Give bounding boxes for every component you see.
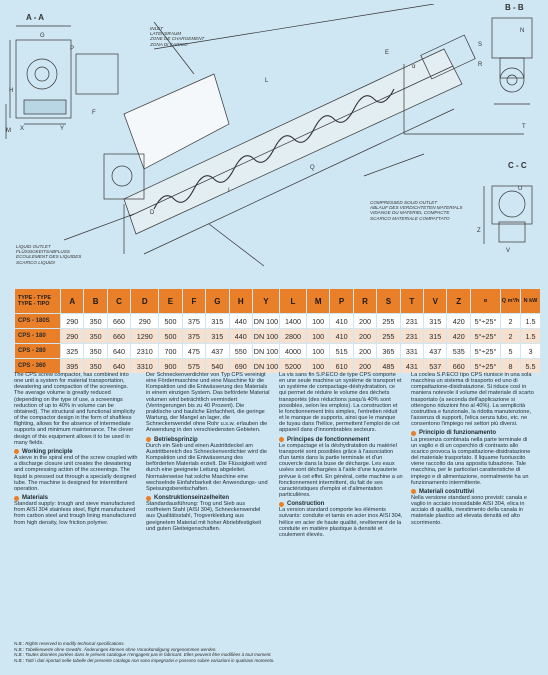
table-cell: 325 <box>61 344 84 359</box>
col-header: V <box>424 289 447 314</box>
table-cell: 700 <box>159 344 182 359</box>
disclaimer-line: N.B.: Toutes données portées dans le présent catalogue n'engagent pas le fabricant. Elles peuvent être modifiées à tout moment. <box>14 652 272 657</box>
bullet-dot-icon <box>279 437 284 442</box>
table-cell: 255 <box>377 314 400 329</box>
section-text: Durch ein Sieb und einen Austrittdeckel am Austrittbereich des Schneckenverdichter wird die Kompaktion und die Entwässerung des beförderten Materials erzielt. Die Flüssigkeit wird durch eine geeignete Leitung abgeleitet. Normalerweise hat solche Maschine eine wechselnde Einfahrbarkeit der Anwendungs- und Speisungsbereitschaften. <box>146 442 268 492</box>
table-cell: 315 <box>206 314 229 329</box>
table-cell: 100 <box>306 314 329 329</box>
table-cell: 900 <box>159 359 182 374</box>
section-heading: Working principle <box>14 449 138 455</box>
table-cell: 575 <box>182 359 205 374</box>
section-text: Standard supply: trough and sieve manufactured from AISI 304 stainless steel, flight manufactured from carbon steel and trough lining manufactured from high density, low friction polymer. <box>14 501 136 526</box>
inlet-hopper <box>124 74 229 169</box>
table-cell: 8 <box>501 359 521 374</box>
disclaimer-line: N.B.: Tutti i dati riportati nelle tabelle del presente catalogo non sono impegnativi e possono subire variazioni in qualsiasi momento. <box>14 657 275 663</box>
table-cell: DN 100 <box>252 344 279 359</box>
bullet-dot-icon <box>411 489 416 494</box>
col-header: D <box>131 289 159 314</box>
dim-m: M <box>6 128 11 134</box>
table-cell: 2 <box>501 329 521 344</box>
table-cell: 1.5 <box>521 329 541 344</box>
table-body <box>15 314 541 374</box>
table-row <box>15 314 541 329</box>
section-aa-motor <box>76 54 118 94</box>
table-cell: 5 <box>501 344 521 359</box>
table-cell: 431 <box>400 359 423 374</box>
table-cell: 231 <box>400 314 423 329</box>
inlet-label: INLET LATENSRAUM ZONE DE CHARGEMENT ZONA DI CARICO <box>150 26 205 47</box>
dim-t: T <box>522 124 526 130</box>
section-cc-frame <box>492 186 532 224</box>
table-row <box>15 344 541 359</box>
bullet-dot-icon <box>14 449 19 454</box>
table-cell: 440 <box>229 329 252 344</box>
dim-x: X <box>20 126 25 132</box>
col-header: E <box>159 289 182 314</box>
dim-q: Q <box>310 165 315 171</box>
disclaimer-footer <box>14 641 539 663</box>
intro-text: The CPS screw compactor, has combined into one unit a system for material transportation, dewatering and compaction of the screenings. The average volume is greatly reduced (depending on the type of use, a screenings reduction of up to 40% in volume can be obtained). The structural and functional simplicity of the compactor design in the form of shaftless flighting, allows for the absence of intermediate supports and minimum maintenance. The clever design of this equipment allows it to be used in many fields. <box>14 372 136 446</box>
table-cell: 1290 <box>131 329 159 344</box>
dim-g: G <box>40 33 45 39</box>
dim-y: Y <box>60 126 65 132</box>
dim-f: F <box>92 110 96 116</box>
bullet-dot-icon <box>146 437 151 442</box>
section-cc-label: C - C <box>508 161 527 170</box>
model-cell: CPS - 360 <box>15 359 61 374</box>
col-header: L <box>279 289 306 314</box>
table-cell: 2310 <box>131 344 159 359</box>
table-cell: 550 <box>229 344 252 359</box>
table-cell: 5°÷25° <box>471 344 501 359</box>
table-cell: 485 <box>377 359 400 374</box>
table-cell: 375 <box>182 329 205 344</box>
col-header: H <box>229 289 252 314</box>
column-german <box>146 372 270 534</box>
dim-n: N <box>520 28 525 34</box>
table-row <box>15 329 541 344</box>
dim-e: E <box>385 50 390 56</box>
table-cell: 440 <box>229 314 252 329</box>
bullet-dot-icon <box>146 496 151 501</box>
col-header: Z <box>447 289 471 314</box>
table-cell: 200 <box>353 344 376 359</box>
dim-p: P <box>70 46 75 52</box>
column-italian <box>411 372 535 528</box>
dim-h: H <box>9 88 14 94</box>
section-bb-label: B - B <box>505 3 524 12</box>
col-header: R <box>353 289 376 314</box>
col-header: Y <box>252 289 279 314</box>
table-cell: 610 <box>330 359 353 374</box>
section-text: La presenza combinata nella parte terminale di un vaglio e di un coperchio di contrasto allo scarico provoca la compattazione-disidratazione del materiale trasportato. Il liquame fuoriuscito viene raccolto da una apposita tubazione. Tale macchina, per le particolari caratteristiche di impiego e di alimentazione, normalmente ha un funzionamento intermittente. <box>411 436 531 486</box>
section-heading: Construction <box>279 501 403 507</box>
table-cell: DN 100 <box>252 314 279 329</box>
col-header: S <box>377 289 400 314</box>
solid-outlet-label: COMPRESSED SOLID OUTLET ABLAUF DES VERDICHTETEN MATERIALS VIDANGE DU MATERIEL COMPACTE SCARICO MATERIALE COMPATTATO <box>370 200 463 221</box>
table-cell: 475 <box>182 344 205 359</box>
liquid-outlet-label: LIQUID OUTLET FLÜSSIGKEITSABFLUSS ECOULEMENT DES LIQUIDES SCARICO LIQUIDI <box>16 244 82 265</box>
table-cell: 375 <box>182 314 205 329</box>
table-cell: 640 <box>107 359 130 374</box>
model-cell: CPS - 180 <box>15 329 61 344</box>
dim-z: Z <box>477 228 481 234</box>
table-cell: 100 <box>306 359 329 374</box>
table-cell: 231 <box>400 329 423 344</box>
table-cell: 315 <box>424 314 447 329</box>
table-cell: 5°÷25° <box>471 329 501 344</box>
table-cell: 420 <box>447 329 471 344</box>
table-cell: 100 <box>306 329 329 344</box>
table-cell: 365 <box>377 344 400 359</box>
table-cell: 500 <box>159 314 182 329</box>
col-header: F <box>182 289 205 314</box>
table-cell: 5.5 <box>521 359 541 374</box>
type-header: TYPE - TYPE TYPE - TIPO <box>15 289 61 314</box>
bullet-dot-icon <box>411 431 416 436</box>
section-text: Standardausführung: Trog und Sieb aus rostfreiem Stahl (AISI 304), Schneckenwendel aus Qualitätsstahl, Trogverkleidung aus geeignetem Material mit hoher Abriebfestigkeit und guten Gleiteigenschaften. <box>146 501 262 532</box>
table-cell: 2800 <box>279 329 306 344</box>
column-english <box>14 372 138 528</box>
table-cell: 395 <box>61 359 84 374</box>
table-cell: 3310 <box>131 359 159 374</box>
bullet-dot-icon <box>279 502 284 507</box>
column-french <box>279 372 403 540</box>
table-cell: 420 <box>447 314 471 329</box>
section-heading: Principio di funzionamento <box>411 430 535 436</box>
col-header: N kW <box>521 289 541 314</box>
intro-text: La vis sans fin S.P.ECO de type CPS comporte en une seule machine un système de transport et un système de compactage-déshydratation, ce qui permet de réduire le volume des déchets transportés (des réductions jusqu'à 40% sont possibles, selon les emplois). La construction et le fonctionnement très simples, l'entretien réduit et le manque de supports, ainsi que le manque de tuyau dans l'hélice, permettent l'emploi de cet appareil dans d'innombrables secteurs. <box>279 372 402 434</box>
table-cell: 500 <box>159 329 182 344</box>
dim-l: L <box>265 78 269 84</box>
table-cell: 2 <box>501 314 521 329</box>
table-cell: 200 <box>353 329 376 344</box>
table-cell: 1.5 <box>521 314 541 329</box>
col-header: P <box>330 289 353 314</box>
disclaimer-line: N.B.: Tabellenwerte ohne Gewähr. Änderungen können ohne Vorankündigung vorgenommen werden. <box>14 646 217 652</box>
table-cell: 255 <box>377 329 400 344</box>
table-cell: 290 <box>131 314 159 329</box>
table-cell: 331 <box>400 344 423 359</box>
table-cell: 350 <box>84 359 107 374</box>
section-text: A sieve in the spiral end of the screw coupled with a discharge closure unit creates the dewatering and compressing action of the screenings. The liquid is pressed out through a specially designed tube. The machine is designed for intermittent operation. <box>14 455 138 492</box>
col-header: M <box>306 289 329 314</box>
table-cell: 290 <box>61 314 84 329</box>
table-header-row <box>15 289 541 314</box>
section-text: Nella versione standard sono previsti: canala e vaglio in acciaio inossidabile AISI 304, elica in acciaio di qualità, rivestimento della canala in materiale plastico ad elevata densità ed alto scorrimento. <box>411 494 527 526</box>
section-aa-label: A - A <box>26 13 45 22</box>
table-cell: 410 <box>330 329 353 344</box>
section-heading: Betriebsprinzip <box>146 437 270 443</box>
col-header: α <box>471 289 501 314</box>
dim-d: D <box>150 210 155 216</box>
table-cell: 5°÷25° <box>471 359 501 374</box>
table-cell: 690 <box>229 359 252 374</box>
table-cell: 3 <box>521 344 541 359</box>
table-cell: 537 <box>424 359 447 374</box>
table-cell: 315 <box>424 329 447 344</box>
table-cell: 315 <box>206 329 229 344</box>
table-cell: 350 <box>84 344 107 359</box>
table-cell: 535 <box>447 344 471 359</box>
dim-r: R <box>478 62 483 68</box>
table-cell: 4000 <box>279 344 306 359</box>
disclaimer-line: N.B.: Rights reserved to modify technical specifications. <box>14 641 125 646</box>
section-heading: Konstruktionseinzelheiten <box>146 495 270 501</box>
dim-i: I <box>228 188 230 194</box>
section-heading: Principes de fonctionnement <box>279 437 403 443</box>
table-cell: 5200 <box>279 359 306 374</box>
table-cell: 1400 <box>279 314 306 329</box>
table-cell: 660 <box>447 359 471 374</box>
table-cell: 515 <box>330 344 353 359</box>
intro-text: La coclea S.P.ECO tipo CPS riunisce in una sola macchina un sistema di trasporto ed uno di compattazione-disidratazione. Si riduce così in maniera notevole il volume del materiale di scarto trasportato (a seconda dell'applicazione si ottengono riduzioni fino al 40%). La semplicità costruttiva e funzionale, la ridotta manutenzione, l'assenza di supporti, l'elica senza tubo, etc. ne consentono l'impiego nei settori più diversi. <box>411 372 534 428</box>
table-cell: DN 100 <box>252 329 279 344</box>
table-cell: 200 <box>353 314 376 329</box>
table-cell: 437 <box>424 344 447 359</box>
table-cell: 350 <box>84 329 107 344</box>
section-heading: Materiali costruttivi <box>411 489 535 495</box>
table-cell: 100 <box>306 344 329 359</box>
table-cell: DN 100 <box>252 359 279 374</box>
table-cell: 437 <box>206 344 229 359</box>
dim-v: V <box>506 248 511 254</box>
table-cell: 640 <box>107 344 130 359</box>
compactor-technical-drawing <box>4 4 544 280</box>
dimensions-table <box>14 288 541 374</box>
table-cell: 660 <box>107 329 130 344</box>
model-cell: CPS - 180S <box>15 314 61 329</box>
table-cell: 290 <box>61 329 84 344</box>
col-header: C <box>107 289 130 314</box>
section-text: La version standard comporte les éléments suivants: conduite et tamis en acier inox AISI 304, hélice en acier de haute qualité, revêtement de la conduite en matière plastique à densité et coulement élevés. <box>279 507 403 538</box>
col-header: T <box>400 289 423 314</box>
table-cell: 5°÷25° <box>471 314 501 329</box>
section-heading: Materials <box>14 495 138 501</box>
angle-alpha: α <box>412 64 416 70</box>
intro-text: Der Schneckenverdichter von Typ CPS vereinigt eine Fördermaschine und eine Maschine für die Kompaktion und die Entwässerung des Materials in einem einzigen System. Das befördete Material volumen wird beträchtlich vermindert (Verringerungen bis zu 40 Prozent). Die praktische und bauliche Einfachheit, die geringe Wartung, der Mangel an lager, die Schneckenwendel ohne Rohr u.s.w. erlauben die Anwendung in den verschiedensten Gebieten. <box>146 372 270 434</box>
col-header: A <box>61 289 84 314</box>
dim-s: S <box>478 42 483 48</box>
table-cell: 200 <box>353 359 376 374</box>
bullet-dot-icon <box>14 496 19 501</box>
section-bb-frame <box>492 18 532 58</box>
col-header: B <box>84 289 107 314</box>
table-cell: 660 <box>107 314 130 329</box>
col-header: G <box>206 289 229 314</box>
table-cell: 410 <box>330 314 353 329</box>
section-text: Le compactage et la déshydratation du matériel transporté sont possibles grâce à l'association d'un tamis dans la partie terminale et d'un couvercle dans la buse de décharge. Les eaux usées sont déchargées à l'aide d'une tuyauterie prévue à cet effet. En général, cette machine a un fonctionnement intermittent, du fait de ses caractéristiques d'emploi et d'alimentation particulières. <box>279 442 403 498</box>
col-header: Q m³/h <box>501 289 521 314</box>
model-cell: CPS - 280 <box>15 344 61 359</box>
table-cell: 540 <box>206 359 229 374</box>
dim-u: U <box>518 186 523 192</box>
table-cell: 350 <box>84 314 107 329</box>
